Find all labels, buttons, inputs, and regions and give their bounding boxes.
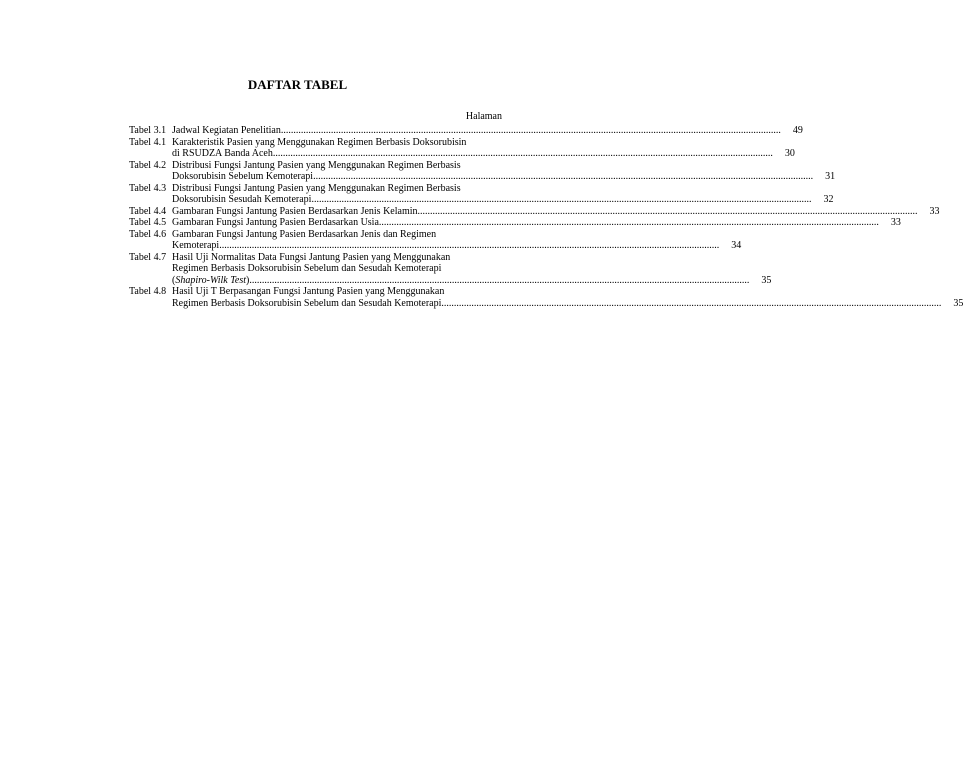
toc-entry[interactable]: [129, 228, 742, 252]
leader-dots: ........................................................................................................................................................................................................: [417, 205, 918, 217]
toc-entry-label: Tabel 4.6: [129, 228, 167, 240]
toc-entry-title: Jadwal Kegiatan Penelitian: [172, 125, 281, 136]
toc-entry[interactable]: [129, 251, 772, 287]
toc-page-number: 33: [890, 217, 901, 228]
toc-page-number: 34: [731, 240, 742, 251]
toc-page-number: 49: [792, 125, 803, 136]
toc-page-number: 35: [761, 274, 772, 286]
toc-entry[interactable]: [129, 159, 836, 183]
toc-entry-title: Doksorubisin Sebelum Kemoterapi: [172, 171, 314, 182]
toc-entry-title: Karakteristik Pasien yang Menggunakan Regimen Berbasis Doksorubisin: [172, 136, 467, 148]
toc-entry-title: Kemoterapi: [172, 240, 220, 251]
toc-entry[interactable]: [129, 136, 795, 160]
toc-entry-label: Tabel 4.8: [129, 286, 167, 297]
toc-entry-title: (Shapiro-Wilk Test): [172, 274, 250, 286]
toc-entry-title: Gambaran Fungsi Jantung Pasien Berdasarkan Jenis Kelamin: [172, 205, 418, 217]
toc-entry-label: Tabel 4.1: [129, 136, 167, 148]
toc-entry-title: di RSUDZA Banda Aceh: [172, 148, 273, 159]
toc-entry-title: Gambaran Fungsi Jantung Pasien Berdasarkan Jenis dan Regimen: [172, 228, 437, 240]
leader-dots: ........................................................................................................................................................................................................: [280, 125, 781, 136]
leader-dots: ........................................................................................................................................................................................................: [313, 171, 814, 182]
toc-page-number: 33: [929, 205, 940, 217]
toc-page-number: 35: [953, 297, 963, 309]
toc-entry-label: Tabel 4.2: [129, 159, 167, 171]
toc-entry-label: Tabel 4.4: [129, 205, 167, 217]
toc-page-number: 30: [784, 148, 795, 159]
toc-entry-title: Distribusi Fungsi Jantung Pasien yang Menggunakan Regimen Berbasis: [172, 159, 461, 171]
toc-page-number: 31: [825, 171, 836, 182]
toc-entry[interactable]: [129, 286, 963, 309]
leader-dots: ........................................................................................................................................................................................................: [378, 217, 879, 228]
toc-entry-title: Regimen Berbasis Doksorubisin Sebelum dan Sesudah Kemoterapi: [172, 263, 442, 274]
toc-entry-title: Regimen Berbasis Doksorubisin Sebelum dan Sesudah Kemoterapi: [172, 297, 442, 309]
toc-entry-label: Tabel 4.5: [129, 217, 167, 228]
toc-page-number: 32: [823, 194, 834, 205]
toc-entry[interactable]: [129, 182, 834, 206]
leader-dots: ........................................................................................................................................................................................................: [441, 297, 942, 309]
leader-dots: ........................................................................................................................................................................................................: [272, 148, 773, 159]
toc-entry-label: Tabel 4.3: [129, 182, 167, 194]
toc-entry-label: Tabel 3.1: [129, 125, 167, 136]
toc-entry[interactable]: [129, 125, 803, 137]
toc-entry[interactable]: [129, 217, 901, 229]
leader-dots: ........................................................................................................................................................................................................: [219, 240, 720, 251]
toc-entry[interactable]: [129, 205, 940, 218]
toc-entry-title: Doksorubisin Sesudah Kemoterapi: [172, 194, 312, 205]
toc-entry-label: Tabel 4.7: [129, 251, 167, 263]
toc-entry-title: Hasil Uji T Berpasangan Fungsi Jantung Pasien yang Menggunakan: [172, 286, 445, 297]
page-title: DAFTAR TABEL: [247, 77, 348, 92]
leader-dots: ........................................................................................................................................................................................................: [311, 194, 812, 205]
toc-entry-title: Hasil Uji Normalitas Data Fungsi Jantung Pasien yang Menggunakan: [172, 251, 451, 263]
toc-entry-title: Distribusi Fungsi Jantung Pasien yang Menggunakan Regimen Berbasis: [172, 182, 461, 194]
table-list: [129, 125, 963, 309]
page-column-header: Halaman: [465, 111, 502, 122]
leader-dots: ........................................................................................................................................................................................................: [249, 274, 750, 286]
toc-entry-title: Gambaran Fungsi Jantung Pasien Berdasarkan Usia: [172, 217, 379, 228]
